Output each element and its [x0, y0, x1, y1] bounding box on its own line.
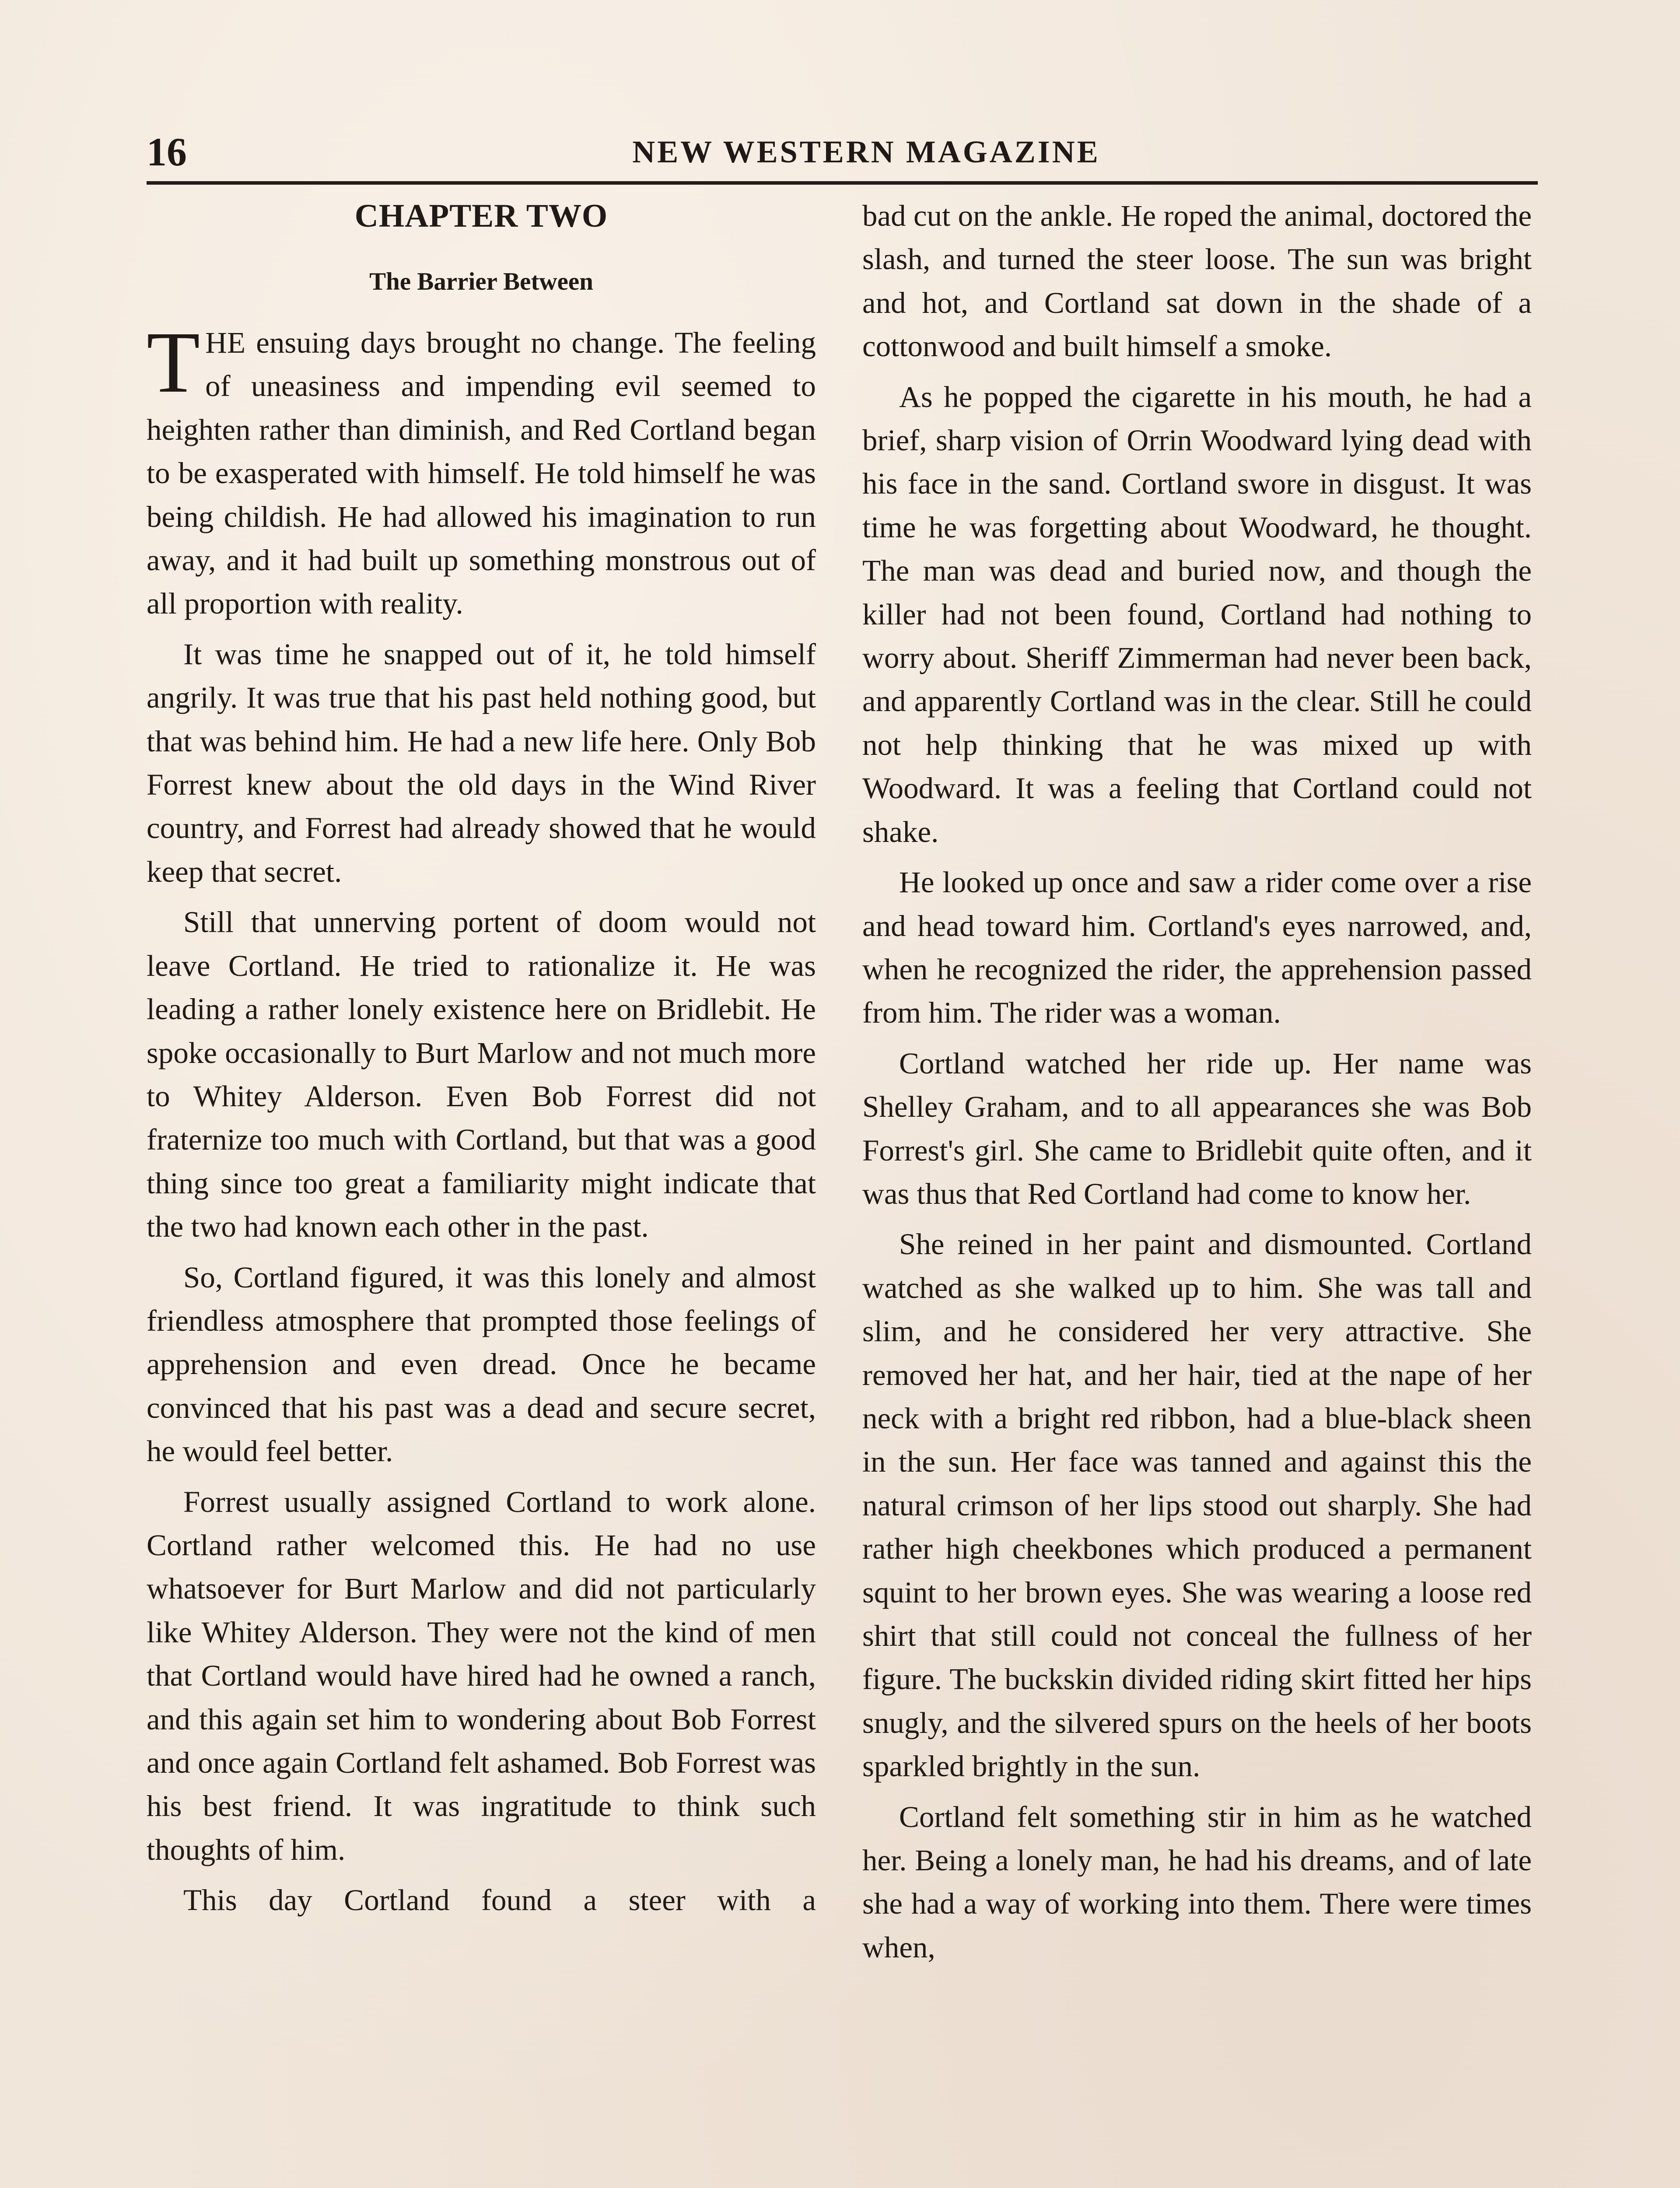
chapter-title: CHAPTER TWO — [354, 198, 608, 234]
paragraph: This day Cortland found a steer with a — [183, 1883, 816, 1917]
paragraph: Cortland felt something stir in him as he watched her. Being a lonely man, he had his dreams, and of late she had a way of working into them. There were times when, — [862, 1800, 1532, 1964]
chapter-subtitle: The Barrier Between — [369, 268, 593, 295]
continued-paragraph: bad cut on the ankle. He roped the animal, doctored the slash, and turned the steer loose. The sun was bright and hot, and Cortland sat down in the shade of a cottonwood and built himself a smoke. — [862, 199, 1532, 363]
paragraph: He looked up once and saw a rider come over a rise and head toward him. Cortland's eyes narrowed, and, when he recognized the rider, the apprehension passed from him. The rider was a woman. — [862, 866, 1532, 1030]
right-column — [862, 194, 1532, 1976]
opening-paragraph — [147, 314, 816, 626]
running-head: NEW WESTERN MAGAZINE — [632, 134, 1100, 169]
paragraph: It was time he snapped out of it, he told himself angrily. It was true that his past held nothing good, but that was behind him. He had a new life here. Only Bob Forrest knew about the old days in the Wind River country, and Forrest had already showed that he would keep that secret. — [147, 637, 816, 888]
left-column — [147, 194, 816, 1929]
paragraph: So, Cortland figured, it was this lonely and almost friendless atmosphere that prompted those feelings of apprehension and even dread. Once he became convinced that his past was a dead and secure secret, he would feel better. — [147, 1260, 816, 1468]
paragraph: She reined in her paint and dismounted. Cortland watched as she walked up to him. She was tall and slim, and he considered her very attractive. She removed her hat, and her hair, tied at the nape of her neck with a bright red ribbon, had a blue-black sheen in the sun. Her face was tanned and against this the natural crimson of her lips stood out sharply. She had rather high cheekbones which produced a permanent squint to her brown eyes. She was wearing a loose red shirt that still could not conceal the fullness of her figure. The buckskin divided riding skirt fitted her hips snugly, and the silvered spurs on the heels of her boots sparkled brightly in the sun. — [862, 1227, 1532, 1783]
opening-paragraph-text: HE ensuing days brought no change. The feeling of uneasiness and impending evil seemed to heighten rather than diminish, and Red Cortland began to be exasperated with himself. He told himself he was being childish. He had allowed his imagination to run away, and it had built up something monstrous out of all proportion with reality. — [147, 326, 816, 621]
paragraph: As he popped the cigarette in his mouth, he had a brief, sharp vision of Orrin Woodward lying dead with his face in the sand. Cortland swore in disgust. It was time he was forgetting about Woodward, he thought. The man was dead and buried now, and though the killer had not been found, Cortland had nothing to worry about. Sheriff Zimmerman had never been back, and apparently Cortland was in the clear. Still he could not help thinking that he was mixed up with Woodward. It was a feeling that Cortland could not shake. — [862, 380, 1532, 849]
paragraph: Forrest usually assigned Cortland to work alone. Cortland rather welcomed this. He had no use whatsoever for Burt Marlow and did not particularly like Whitey Alderson. They were not the kind of men that Cortland would have hired had he owned a ranch, and this again set him to wondering about Bob Forrest and once again Cortland felt ashamed. Bob Forrest was his best friend. It was ingratitude to think such thoughts of him. — [147, 1485, 816, 1866]
drop-cap: T — [147, 314, 200, 411]
paragraph: Still that unnerving portent of doom would not leave Cortland. He tried to rationalize it. He was leading a rather lonely existence here on Bridlebit. He spoke occasionally to Burt Marlow and not much more to Whitey Alderson. Even Bob Forrest did not fraternize too much with Cortland, but that was a good thing since too great a familiarity might indicate that the two had known each other in the past. — [147, 905, 816, 1244]
page-number: 16 — [147, 130, 187, 174]
page-header — [147, 128, 1538, 176]
header-rule — [147, 181, 1538, 185]
paragraph: Cortland watched her ride up. Her name was Shelley Graham, and to all appearances she was Bob Forrest's girl. She came to Bridlebit quite often, and it was thus that Red Cortland had come to know her. — [862, 1046, 1532, 1210]
